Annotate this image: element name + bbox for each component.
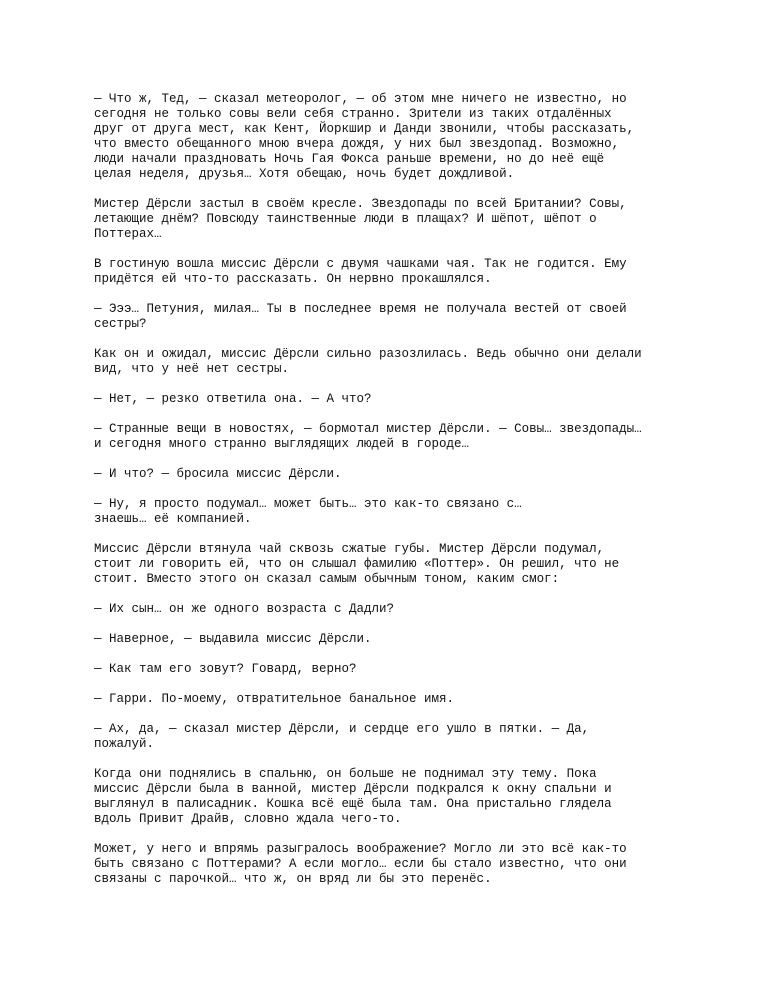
paragraph: — Нет, — резко ответила она. — А что?: [94, 392, 372, 406]
paragraph: — И что? — бросила миссис Дёрсли.: [94, 467, 342, 481]
paragraph: Может, у него и впрямь разыгралось воображение? Могло ли это всё как-то быть связано с Поттерами? А если могло… если бы стало известно, что они связаны с парочкой… что ж, он вряд ли бы это перенёс.: [94, 842, 627, 886]
paragraph: — Наверное, — выдавила миссис Дёрсли.: [94, 632, 372, 646]
paragraph: — Их сын… он же одного возраста с Дадли?: [94, 602, 395, 616]
paragraph: — Как там его зовут? Говард, верно?: [94, 662, 357, 676]
paragraph: — Что ж, Тед, — сказал метеоролог, — об этом мне ничего не известно, но сегодня не только совы вели себя странно. Зрители из таких отдалённых друг от друга мест, как Кент, Йоркшир и Данди звонили, чтобы рассказать, что вместо обещанного мною вчера дождя, у них был звездопад. Возможно, люди начали праздновать Ночь Гая Фокса раньше времени, но до неё ещё целая неделя, друзья… Хотя обещаю, ночь будет дождливой.: [94, 92, 635, 181]
paragraph: — Гарри. По-моему, отвратительное банальное имя.: [94, 692, 455, 706]
paragraph: Миссис Дёрсли втянула чай сквозь сжатые губы. Мистер Дёрсли подумал, стоит ли говорить ей, что он слышал фамилию «Поттер». Он решил, что не стоит. Вместо этого он сказал самым обычным тоном, каким смог:: [94, 542, 620, 586]
paragraph: Когда они поднялись в спальню, он больше не поднимал эту тему. Пока миссис Дёрсли была в ванной, мистер Дёрсли подкрался к окну спальни и выглянул в палисадник. Кошка всё ещё была там. Она пристально глядела вдоль Привит Драйв, словно ждала чего-то.: [94, 767, 612, 826]
paragraph: — Ну, я просто подумал… может быть… это как-то связано с… знаешь… её компанией.: [94, 497, 522, 526]
paragraph: Мистер Дёрсли застыл в своём кресле. Звездопады по всей Британии? Совы, летающие днём? Повсюду таинственные люди в плащах? И шёпот, шёпот о Поттерах…: [94, 197, 627, 241]
document-page: [94, 92, 734, 902]
paragraph: Как он и ожидал, миссис Дёрсли сильно разозлилась. Ведь обычно они делали вид, что у неё нет сестры.: [94, 347, 642, 376]
paragraph: — Эээ… Петуния, милая… Ты в последнее время не получала вестей от своей сестры?: [94, 302, 627, 331]
paragraph: — Ах, да, — сказал мистер Дёрсли, и сердце его ушло в пятки. — Да, пожалуй.: [94, 722, 590, 751]
paragraph: В гостиную вошла миссис Дёрсли с двумя чашками чая. Так не годится. Ему придётся ей что-то рассказать. Он нервно прокашлялся.: [94, 257, 627, 286]
paragraph: — Странные вещи в новостях, — бормотал мистер Дёрсли. — Совы… звездопады… и сегодня много странно выглядящих людей в городе…: [94, 422, 642, 451]
